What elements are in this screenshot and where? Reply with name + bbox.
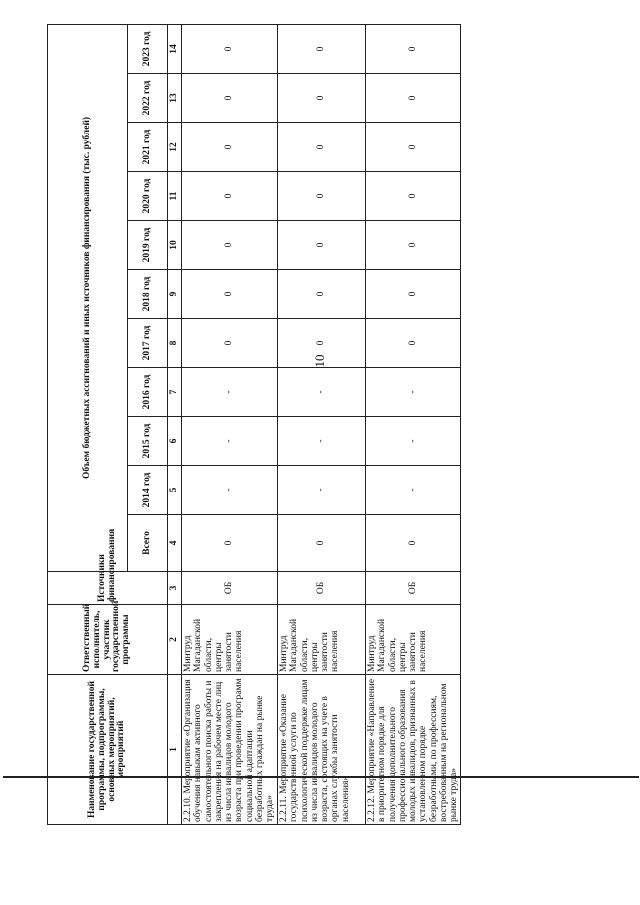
table-row [278,24,366,824]
column-number: 6 [168,417,182,466]
value-cell: 0 [366,221,461,270]
value-cell: 0 [366,123,461,172]
value-cell: - [366,368,461,417]
column-number: 4 [168,515,182,572]
value-cell: - [278,466,366,515]
value-cell: 0 [278,123,366,172]
value-cell: 0 [366,74,461,123]
table-row [182,24,278,824]
row-source: ОБ [278,572,366,605]
header-year: 2023 год [128,24,168,73]
value-cell: 0 [182,270,278,319]
value-cell: 0 [278,221,366,270]
value-cell: 0 [182,221,278,270]
value-cell: 0 [182,172,278,221]
header-name: Наименование государственной программы, подпрограммы, основных мероприятий, мероприятий [48,675,168,825]
value-cell: - [182,417,278,466]
value-total: 0 [366,515,461,572]
value-cell: 0 [278,270,366,319]
column-number: 10 [168,221,182,270]
header-year: 2017 год [128,319,168,368]
table-row [366,24,461,824]
row-executor: Минтруд Магаданской области, центры занятости населения [182,605,278,675]
column-number: 3 [168,572,182,605]
value-cell: 0 [366,24,461,73]
value-cell: - [278,368,366,417]
value-cell: - [182,466,278,515]
row-name: 2.2.12. Мероприятие «Направление в приоритетном порядке для получения дополнительного профессионального образования молодых инвалидов, признанных в установленном порядке безработными, по профессиям, востребованным на региональном рынке труда» [366,675,461,825]
column-number: 11 [168,172,182,221]
row-executor: Минтруд Магаданской области, центры занятости населения [366,605,461,675]
financing-table [47,24,461,825]
value-cell: - [366,417,461,466]
header-total: Всего [128,515,168,572]
column-number: 13 [168,74,182,123]
value-cell: - [278,417,366,466]
value-cell: 0 [278,24,366,73]
value-cell: 0 [366,270,461,319]
value-cell: 0 [278,319,366,368]
value-cell: 0 [278,172,366,221]
header-year: 2016 год [128,368,168,417]
value-cell: 0 [182,24,278,73]
value-cell: 0 [278,74,366,123]
value-cell: - [366,466,461,515]
column-number: 8 [168,319,182,368]
page-number: 10 [312,354,327,368]
value-cell: - [182,368,278,417]
header-year: 2014 год [128,466,168,515]
header-year: 2020 год [128,172,168,221]
column-number: 14 [168,24,182,73]
header-year: 2022 год [128,74,168,123]
column-number: 1 [168,675,182,825]
value-cell: 0 [366,319,461,368]
header-volume: Объем бюджетных ассигнований и иных источников финансирования (тыс. рублей) [48,24,128,571]
header-executor: Ответственный исполнитель, участник государственной программы [48,605,168,675]
row-executor: Минтруд Магаданской области, центры занятости населения [278,605,366,675]
header-year: 2015 год [128,417,168,466]
value-total: 0 [278,515,366,572]
value-cell: 0 [366,172,461,221]
row-source: ОБ [182,572,278,605]
row-name: 2.2.10. Мероприятие «Организация обучения навыкам активного самостоятельного поиска работы и закрепления на рабочем месте лиц из числа инвалидов молодого возраста при проведении программ социальной адаптации безработных граждан на рынке труда» [182,675,278,825]
column-number: 7 [168,368,182,417]
column-number: 12 [168,123,182,172]
value-cell: 0 [182,74,278,123]
row-name: 2.2.11. Мероприятие «Оказание государственной услуги по психологической поддержке лицам из числа инвалидов молодого возраста, состоящих на учете в органах службы занятости населения» [278,675,366,825]
footer-divider [3,776,639,778]
value-cell: 0 [182,319,278,368]
header-year: 2018 год [128,270,168,319]
value-cell: 0 [182,123,278,172]
header-year: 2021 год [128,123,168,172]
column-number: 9 [168,270,182,319]
column-number: 5 [168,466,182,515]
header-source: Источники финансирования [48,572,168,605]
rotated-table-container [47,25,457,825]
row-source: ОБ [366,572,461,605]
header-year: 2019 год [128,221,168,270]
value-total: 0 [182,515,278,572]
column-number: 2 [168,605,182,675]
